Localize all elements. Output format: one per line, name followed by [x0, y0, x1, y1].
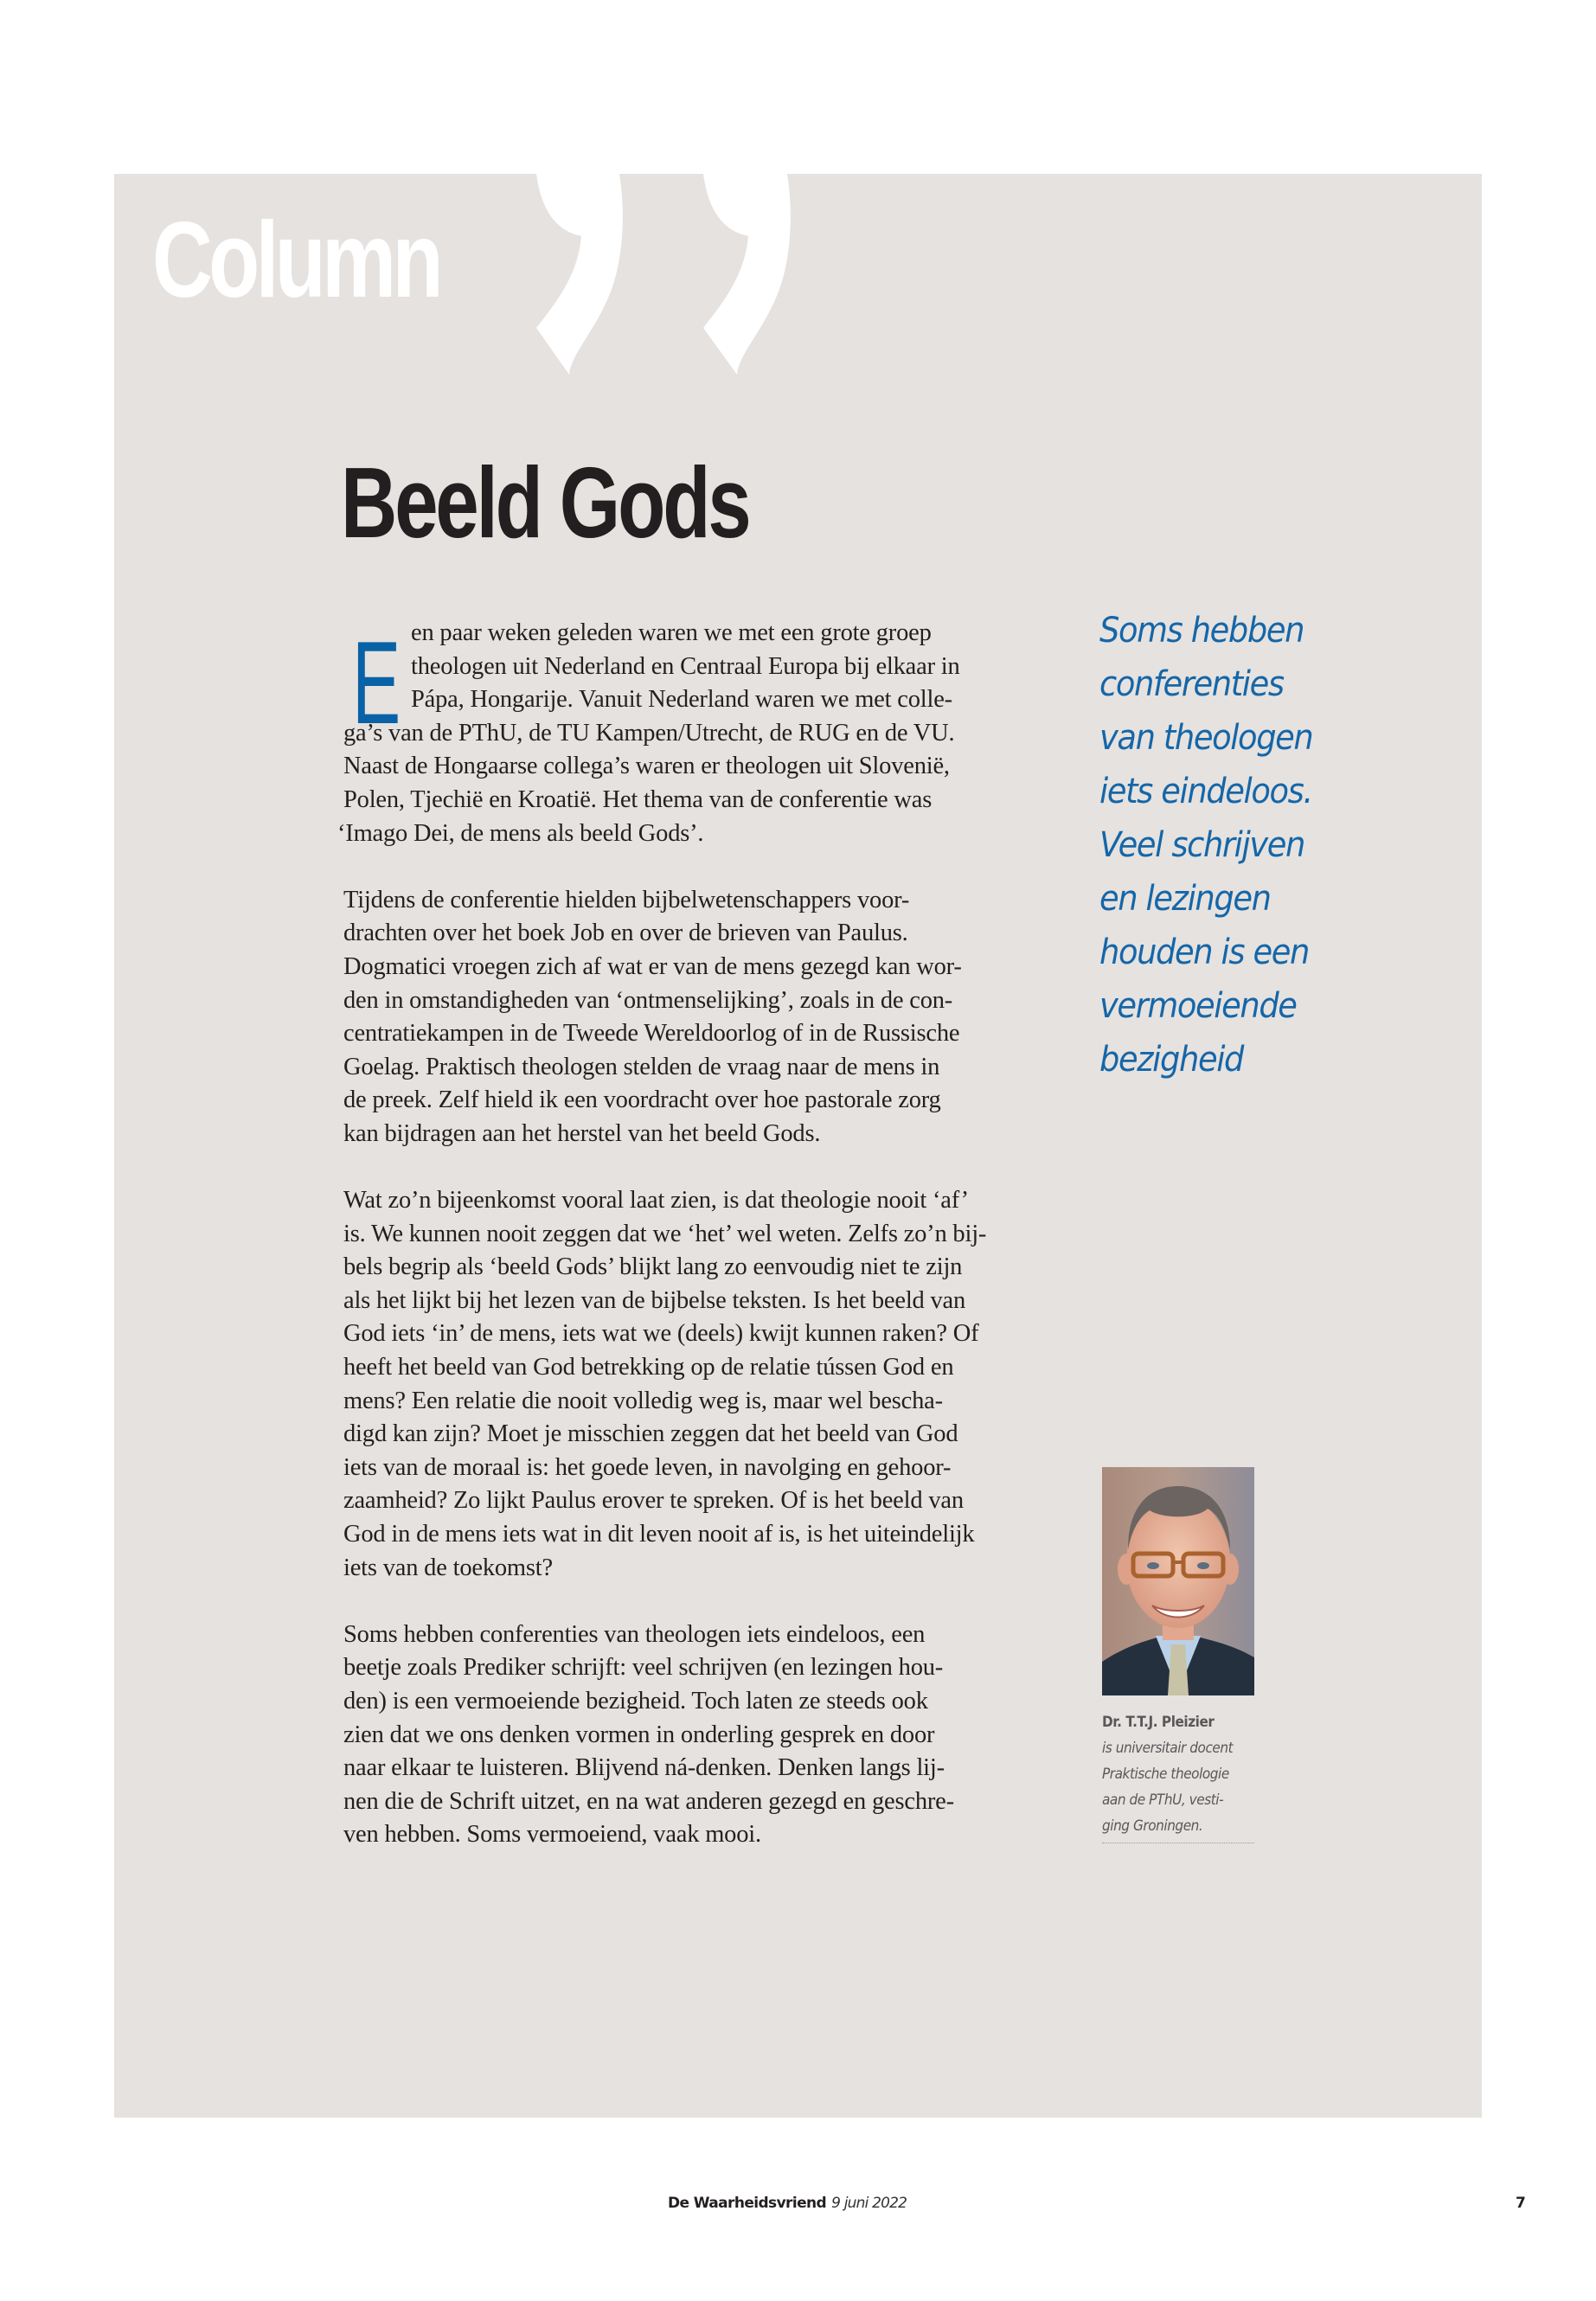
paragraph-2 [343, 884, 1035, 1151]
pull-quote-line: vermoeiende [1099, 986, 1297, 1026]
author-photo [1102, 1467, 1254, 1695]
body-line: kan bijdragen aan het herstel van het beeld Gods. [343, 1119, 821, 1147]
publication-name: De Waarheidsvriend [668, 2195, 827, 2212]
author-name: Dr. T.T.J. Pleizier [1102, 1714, 1215, 1731]
pull-quote-line: conferenties [1099, 664, 1284, 704]
author-bio-line: aan de PThU, vesti- [1102, 1791, 1224, 1809]
pull-quote-line: houden is een [1099, 933, 1309, 972]
body-line: is. We kunnen nooit zeggen dat we ‘het’ wel weten. Zelfs zo’n bij- [343, 1220, 987, 1247]
body-line: Tijdens de conferentie hielden bijbelwetenschappers voor- [343, 886, 910, 913]
body-line: theologen uit Nederland en Centraal Europa bij elkaar in [411, 652, 960, 680]
quote-mark-right-icon [703, 174, 791, 375]
body-line: zaamheid? Zo lijkt Paulus erover te spreken. Of is het beeld van [343, 1487, 964, 1515]
article-body [337, 617, 1035, 1886]
body-line: mens? Een relatie die nooit volledig weg is, maar wel bescha- [343, 1387, 943, 1414]
pull-quote-line: van theologen [1099, 718, 1313, 758]
body-line: ‘Imago Dei, de mens als beeld Gods’. [337, 819, 704, 847]
paragraph-3 [343, 1184, 1035, 1585]
column-label: Column [152, 201, 439, 320]
pull-quote-line: en lezingen [1099, 879, 1271, 919]
quote-mark-icon [536, 174, 848, 381]
page-number: 7 [1516, 2195, 1526, 2212]
paragraph-1 [337, 617, 1035, 850]
body-line: iets van de toekomst? [343, 1554, 553, 1581]
article-headline: Beeld Gods [341, 446, 749, 559]
body-line: als het lijkt bij het lezen van de bijbelse teksten. Is het beeld van [343, 1286, 966, 1314]
author-bio [1102, 1709, 1258, 1839]
author-bio-line: ging Groningen. [1102, 1817, 1203, 1835]
body-line: nen die de Schrift uitzet, en na wat anderen gezegd en geschre- [343, 1787, 954, 1815]
body-line: Polen, Tjechië en Kroatië. Het thema van de conferentie was [343, 785, 933, 813]
pull-quote-line: Veel schrijven [1099, 825, 1304, 865]
pull-quote-line: Soms hebben [1099, 611, 1304, 651]
drop-cap: E [352, 617, 401, 748]
body-line: iets van de moraal is: het goede leven, in navolging en gehoor- [343, 1453, 952, 1481]
pull-quote-line: iets eindeloos. [1099, 772, 1312, 811]
body-line: den in omstandigheden van ‘ontmenselijking’, zoals in de con- [343, 986, 953, 1014]
body-line: ven hebben. Soms vermoeiend, vaak mooi. [343, 1821, 761, 1849]
body-line: God in de mens iets wat in dit leven nooit af is, is het uiteindelijk [343, 1521, 975, 1548]
body-line: drachten over het boek Job en over de brieven van Paulus. [343, 920, 908, 947]
body-line: God iets ‘in’ de mens, iets wat we (deels) kwijt kunnen raken? Of [343, 1320, 979, 1348]
body-line: de preek. Zelf hield ik een voordracht over hoe pastorale zorg [343, 1086, 941, 1114]
body-line: ga’s van de PThU, de TU Kampen/Utrecht, de RUG en de VU. [343, 719, 955, 747]
pull-quote [1099, 604, 1394, 1086]
body-line: bels begrip als ‘beeld Gods’ blijkt lang zo eenvoudig niet te zijn [343, 1253, 963, 1281]
body-line: Naast de Hongaarse collega’s waren er theologen uit Slovenië, [343, 753, 950, 780]
body-line: heeft het beeld van God betrekking op de relatie tússen God en [343, 1354, 954, 1381]
paragraph-4 [343, 1618, 1035, 1852]
pull-quote-line: bezigheid [1099, 1040, 1244, 1080]
body-line: Soms hebben conferenties van theologen iets eindeloos, een [343, 1620, 926, 1648]
issue-date: 9 juni 2022 [831, 2195, 907, 2212]
author-bio-line: Praktische theologie [1102, 1766, 1229, 1783]
body-line: digd kan zijn? Moet je misschien zeggen dat het beeld van God [343, 1420, 958, 1448]
body-line: Pápa, Hongarije. Vanuit Nederland waren we met colle- [411, 686, 952, 714]
body-line: naar elkaar te luisteren. Blijvend ná-denken. Denken langs lij- [343, 1754, 945, 1782]
body-line: en paar weken geleden waren we met een grote groep [411, 619, 932, 646]
body-line: beetje zoals Prediker schrijft: veel schrijven (en lezingen hou- [343, 1654, 944, 1682]
body-line: den) is een vermoeiende bezigheid. Toch laten ze steeds ook [343, 1688, 928, 1715]
quote-mark-left-icon [536, 174, 623, 375]
author-bio-line: is universitair docent [1102, 1740, 1234, 1757]
body-line: Dogmatici vroegen zich af wat er van de mens gezegd kan wor- [343, 952, 962, 980]
page-footer [668, 2195, 907, 2212]
body-line: Wat zo’n bijeenkomst vooral laat zien, is dat theologie nooit ‘af’ [343, 1187, 969, 1215]
body-line: zien dat we ons denken vormen in onderling gesprek en door [343, 1721, 935, 1748]
body-line: Goelag. Praktisch theologen stelden de vraag naar de mens in [343, 1053, 940, 1080]
body-line: centratiekampen in de Tweede Wereldoorlog of in de Russische [343, 1020, 960, 1048]
column-panel [114, 174, 1482, 2118]
author-portrait-icon [1102, 1467, 1254, 1695]
